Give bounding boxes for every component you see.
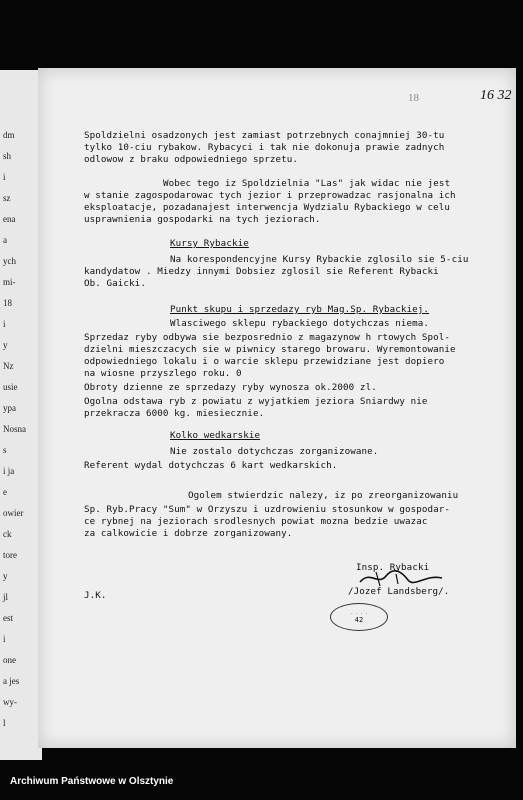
archive-stamp: · · · · 42: [330, 603, 388, 631]
body-line: Ob. Gaicki.: [84, 278, 146, 289]
margin-fragment: usie: [3, 382, 18, 392]
margin-fragment: one: [3, 655, 16, 665]
body-line: w stanie zagospodarowac tych jezior i przeprowadzac rasjonalna ich: [84, 190, 456, 201]
margin-fragment: a jes: [3, 676, 20, 686]
margin-fragment: ych: [3, 256, 16, 266]
margin-fragment: a: [3, 235, 7, 245]
margin-fragment: wy-: [3, 697, 17, 707]
signature-name: /Jozef Landsberg/.: [348, 586, 450, 597]
body-line: odlowow z braku odpowiedniego sprzetu.: [84, 154, 298, 165]
margin-fragment: Nz: [3, 361, 14, 371]
body-line: za calkowicie i dobrze zorganizowany.: [84, 528, 293, 539]
margin-fragment: i: [3, 172, 6, 182]
margin-fragment: i: [3, 319, 6, 329]
margin-fragment: mi-: [3, 277, 16, 287]
margin-fragment: dm: [3, 130, 15, 140]
margin-fragment: s: [3, 445, 7, 455]
margin-fragment: sh: [3, 151, 12, 161]
folio-faint: 18: [408, 92, 419, 104]
section-heading-kolko: Kolko wedkarskie: [170, 430, 261, 441]
margin-fragment: jl: [3, 592, 9, 602]
body-line: na wiosne przyszlego roku. 0: [84, 368, 242, 379]
document-page: [38, 68, 516, 748]
body-line: przekracza 6000 kg. miesiecznie.: [84, 408, 265, 419]
margin-fragment: sz: [3, 193, 11, 203]
body-line: Ogolna odstawa ryb z powiatu z wyjatkiem jeziora Sniardwy nie: [84, 396, 428, 407]
body-line: Ogolem stwierdzic nalezy, iz po zreorganizowaniu: [188, 490, 459, 501]
handwritten-signature: [356, 568, 446, 588]
margin-fragment: e: [3, 487, 7, 497]
margin-fragment: Nosna: [3, 424, 26, 434]
margin-fragment: ena: [3, 214, 16, 224]
margin-fragment: owier: [3, 508, 24, 518]
margin-fragment: 18: [3, 298, 12, 308]
stamp-number: 42: [354, 615, 364, 624]
body-line: Na korespondencyjne Kursy Rybackie zglosilo sie 5-ciu: [170, 254, 469, 265]
body-line: usprawnienia gospodarki na tych jeziorach.: [84, 214, 321, 225]
archive-footer: Archiwum Państwowe w Olsztynie: [10, 776, 174, 787]
body-line: Referent wydal dotychczas 6 kart wedkarskich.: [84, 460, 338, 471]
margin-fragment: tore: [3, 550, 17, 560]
margin-fragment: i ja: [3, 466, 15, 476]
body-line: Obroty dzienne ze sprzedazy ryby wynosza ok.2000 zl.: [84, 382, 377, 393]
body-line: Sprzedaz ryby odbywa sie bezposrednio z magazynow h rtowych Spol-: [84, 332, 451, 343]
body-line: Spoldzielni osadzonych jest zamiast potrzebnych conajmniej 30-tu: [84, 130, 445, 141]
body-line: eksploatacje, pozadanajest interwencja Wydzialu Rybackiego w celu: [84, 202, 451, 213]
body-line: tylko 10-ciu rybakow. Rybacyci i tak nie dokonuja prawie zadnych: [84, 142, 445, 153]
author-initials: J.K.: [84, 590, 107, 601]
section-heading-kursy: Kursy Rybackie: [170, 238, 249, 249]
body-line: Nie zostalo dotychczas zorganizowane.: [170, 446, 379, 457]
signature-title: Insp. Rybacki: [356, 562, 430, 573]
body-line: Wobec tego iz Spoldzielnia "Las" jak widac nie jest: [163, 178, 451, 189]
margin-fragment: ck: [3, 529, 12, 539]
body-line: kandydatow . Miedzy innymi Dobsiez zglosil sie Referent Rybacki: [84, 266, 439, 277]
page-number: 16 32: [480, 88, 512, 103]
margin-fragment: y: [3, 340, 8, 350]
section-heading-punkt-skupu: Punkt skupu i sprzedazy ryb Mag.Sp. Rybackiej.: [170, 304, 430, 315]
margin-fragment: l: [3, 718, 6, 728]
margin-fragment: y: [3, 571, 8, 581]
body-line: Sp. Ryb.Pracy "Sum" w Orzyszu i uzdrowieniu stosunkow w gospodar-: [84, 504, 451, 515]
body-line: ce rybnej na jeziorach srodlesnych powiat mozna bedzie uwazac: [84, 516, 428, 527]
left-adjacent-page: [0, 70, 42, 760]
body-line: Wlasciwego sklepu rybackiego dotychczas niema.: [170, 318, 430, 329]
body-line: dzielni mieszczacych sie w piwnicy starego browaru. Wyremontowanie: [84, 344, 456, 355]
margin-fragment: est: [3, 613, 13, 623]
margin-fragment: i: [3, 634, 6, 644]
body-line: odpowiedniego lokalu i o warcie sklepu przewidziane jest dopiero: [84, 356, 445, 367]
margin-fragment: ypa: [3, 403, 16, 413]
